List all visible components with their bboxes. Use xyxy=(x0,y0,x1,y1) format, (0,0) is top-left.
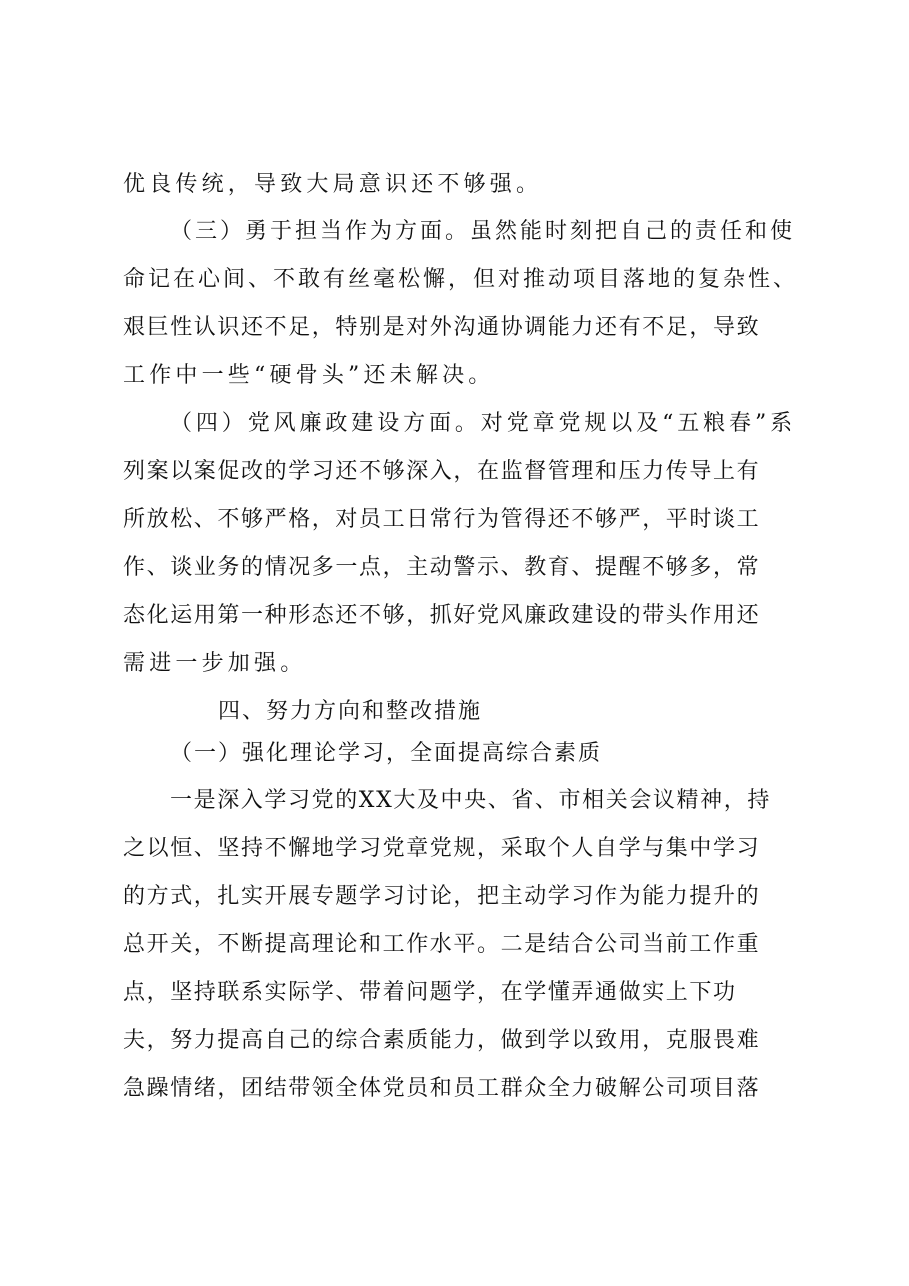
text-line: 一是深入学习党的XX大及中央、省、市相关会议精神，持 xyxy=(170,788,771,813)
text-line: 艰巨性认识还不足，特别是对外沟通协调能力还有不足，导致 xyxy=(123,315,761,340)
subsection-heading: （一）强化理论学习，全面提高综合素质 xyxy=(170,741,603,766)
text-line: 工作中一些“硬骨头”还未解决。 xyxy=(123,363,495,388)
text-line: 点，坚持联系实际学、带着问题学，在学懂弄通做实上下功 xyxy=(123,980,737,1005)
text-line: 总开关，不断提高理论和工作水平。二是结合公司当前工作重 xyxy=(123,932,761,957)
text-line: （四）党风廉政建设方面。对党章党规以及“五粮春”系 xyxy=(170,411,796,436)
text-line: 所放松、不够严格，对员工日常行为管得还不够严，平时谈工 xyxy=(123,507,761,532)
text-line: 之以恒、坚持不懈地学习党章党规，采取个人自学与集中学习 xyxy=(123,836,761,861)
text-line: 列案以案促改的学习还不够深入，在监督管理和压力传导上有 xyxy=(123,459,761,484)
text-line: 需进一步加强。 xyxy=(123,651,307,676)
text-line: 优良传统，导致大局意识还不够强。 xyxy=(123,172,543,197)
text-line: 态化运用第一种形态还不够，抓好党风廉政建设的带头作用还 xyxy=(123,603,761,628)
text-line: （三）勇于担当作为方面。虽然能时刻把自己的责任和使 xyxy=(170,219,796,244)
text-line: 急躁情绪，团结带领全体党员和员工群众全力破解公司项目落 xyxy=(123,1076,761,1101)
text-line: 作、谈业务的情况多一点，主动警示、教育、提醒不够多，常 xyxy=(123,555,761,580)
text-line: 夫，努力提高自己的综合素质能力，做到学以致用，克服畏难 xyxy=(123,1028,761,1053)
text-line: 命记在心间、不敢有丝毫松懈，但对推动项目落地的复杂性、 xyxy=(123,267,799,292)
text-line: 的方式，扎实开展专题学习讨论，把主动学习作为能力提升的 xyxy=(123,884,761,909)
section-heading: 四、努力方向和整改措施 xyxy=(218,699,483,724)
